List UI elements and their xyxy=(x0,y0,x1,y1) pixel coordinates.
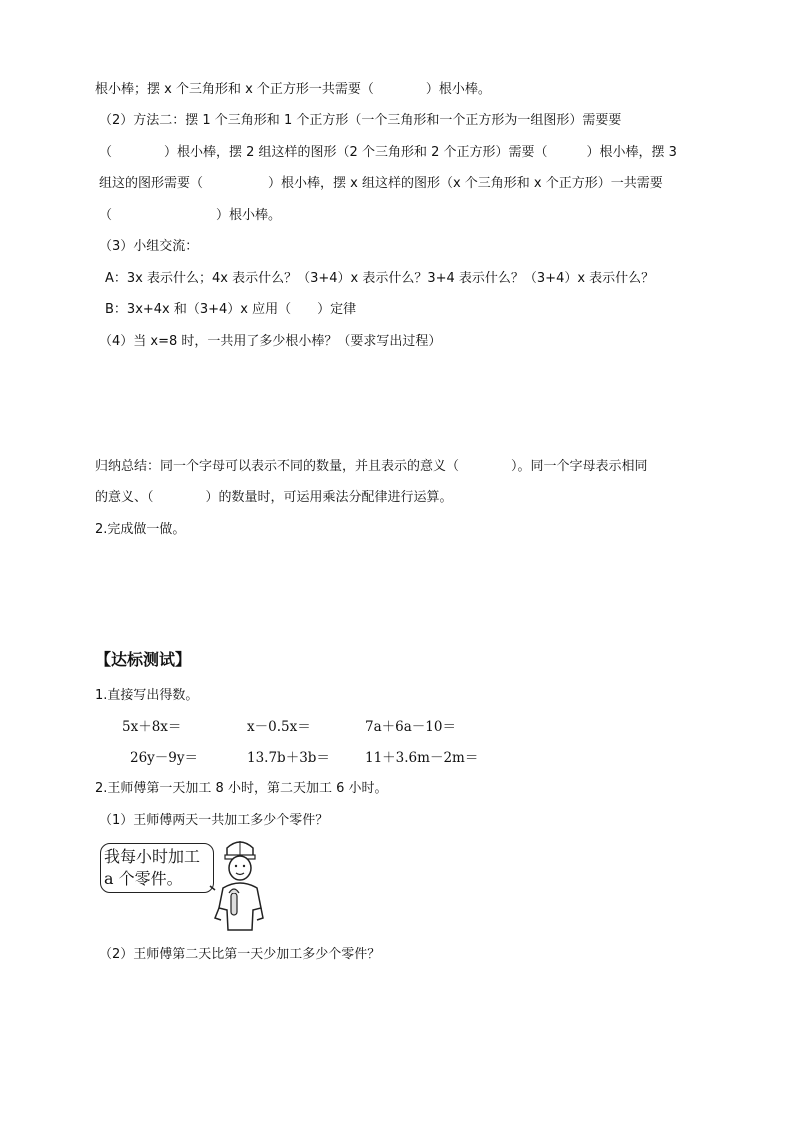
expression: 26y－9y＝ xyxy=(130,750,199,766)
task-line: 2.完成做一做。 xyxy=(95,522,186,537)
question-2: 2.王师傅第一天加工 8 小时，第二天加工 6 小时。 xyxy=(95,781,388,796)
expression: 7a＋6a－10＝ xyxy=(365,719,456,735)
summary-line-2: 的意义、（ ）的数量时，可运用乘法分配律进行运算。 xyxy=(95,490,453,505)
speech-bubble-text-2: a 个零件。 xyxy=(104,869,183,888)
text-line-4: 组这的图形需要（ ）根小棒，摆 x 组这样的图形（x 个三角形和 x 个正方形）一共需要 xyxy=(99,176,663,191)
expression: 5x＋8x＝ xyxy=(122,719,182,735)
section-title: 【达标测试】 xyxy=(95,650,192,669)
text-line-1: 根小棒；摆 x 个三角形和 x 个正方形一共需要（ ）根小棒。 xyxy=(95,82,491,97)
question-2-part-1: （1）王师傅两天一共加工多少个零件？ xyxy=(99,813,329,828)
text-line-7: A：3x 表示什么；4x 表示什么？（3+4）x 表示什么？3+4 表示什么？（3+4）x 表示什么？ xyxy=(105,271,655,286)
summary-line-1: 归纳总结：同一个字母可以表示不同的数量，并且表示的意义（ ）。同一个字母表示相同 xyxy=(95,459,648,474)
expression: 11＋3.6m－2m＝ xyxy=(365,750,479,766)
text-line-5: （ ）根小棒。 xyxy=(99,208,282,223)
speech-bubble-text-1: 我每小时加工 xyxy=(104,847,201,866)
question-1: 1.直接写出得数。 xyxy=(95,688,199,703)
worker-illustration xyxy=(205,838,275,937)
expression: x－0.5x＝ xyxy=(247,719,311,735)
text-line-2: （2）方法二：摆 1 个三角形和 1 个正方形（一个三角形和一个正方形为一组图形）需要要 xyxy=(99,113,622,128)
expression: 13.7b＋3b＝ xyxy=(247,750,330,766)
text-line-9: （4）当 x=8 时，一共用了多少根小棒？（要求写出过程） xyxy=(99,334,442,349)
text-line-6: （3）小组交流： xyxy=(99,239,199,254)
question-2-part-2: （2）王师傅第二天比第一天少加工多少个零件？ xyxy=(99,947,381,962)
text-line-3: （ ）根小棒，摆 2 组这样的图形（2 个三角形和 2 个正方形）需要（ ）根小棒，摆 3 xyxy=(99,145,677,160)
text-line-8: B：3x+4x 和（3+4）x 应用（ ）定律 xyxy=(105,302,357,317)
